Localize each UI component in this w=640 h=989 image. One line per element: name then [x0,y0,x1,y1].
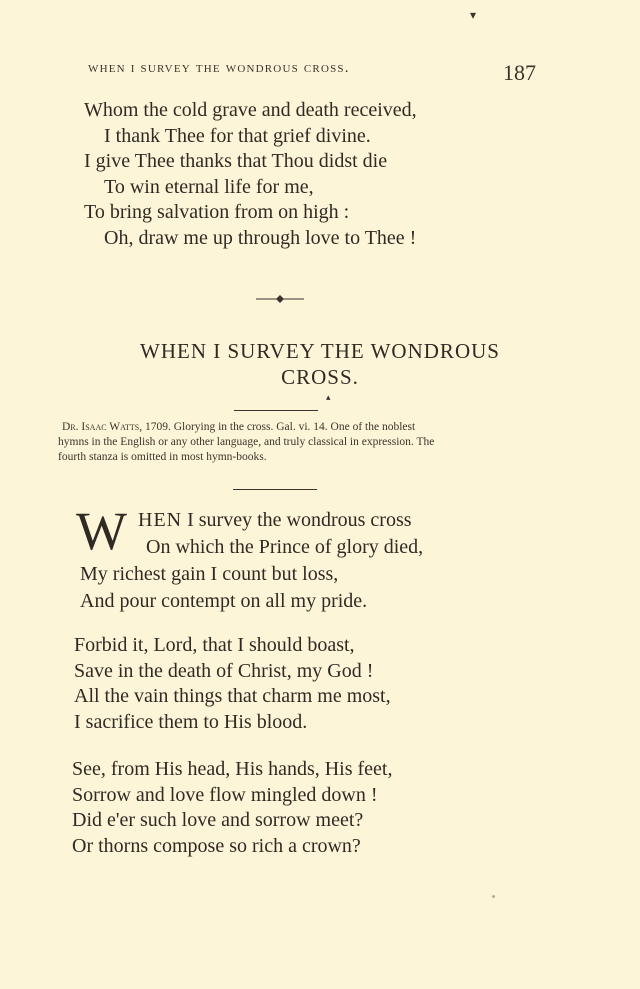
verse-line: I give Thee thanks that Thou didst die [84,150,388,172]
title-rule [234,410,318,411]
verse-line: Whom the cold grave and death received, [84,99,417,121]
verse-line: On which the Prince of glory died, [146,536,424,558]
verse-line: Sorrow and love flow mingled down ! [72,783,378,806]
note-author: Dr. Isaac Watts [62,421,140,433]
verse-line: Or thorns compose so rich a crown? [72,834,361,857]
verse-line: Did e'er such love and sorrow meet? [72,809,364,831]
verse-line: My richest gain I count but loss, [80,563,339,585]
previous-hymn-stanza [84,98,417,251]
note-text: , 1709. Glorying in the cross. Gal. vi. 14. One of the noblest [139,421,416,433]
verse-line: Forbid it, Lord, that I should boast, [74,634,355,656]
verse-line: I thank Thee for that grief divine. [104,124,371,147]
note-rule [233,489,317,490]
hymn-note [58,420,528,465]
verse-line: I sacrifice them to His blood. [74,710,308,733]
note-text: hymns in the English or any other language, and truly classical in expression. The [58,436,435,448]
verse-line: Save in the death of Christ, my God ! [74,659,374,682]
print-mark: ▴ [326,392,331,402]
running-head: when i survey the wondrous cross. [88,60,350,76]
note-text: fourth stanza is omitted in most hymn-books. [58,451,267,463]
hymn-title [40,338,600,390]
verse-line: To win eternal life for me, [104,175,314,198]
section-ornament [256,291,304,307]
print-mark: ▾ [470,8,477,22]
hymn-stanza-3 [72,757,393,859]
paper-speck [492,895,495,898]
verse-line: See, from His head, His hands, His feet, [72,758,393,780]
verse-line: To bring salvation from on high : [84,201,350,223]
verse-line: HEN I survey the wondrous cross [138,509,412,531]
hymn-stanza-2 [74,633,391,735]
verse-line: And pour contempt on all my pride. [80,590,368,612]
hymn-title-line: CROSS. [281,365,359,389]
verse-line: All the vain things that charm me most, [74,685,391,707]
page-number: 187 [503,60,536,85]
hymn-title-line: WHEN I SURVEY THE WONDROUS [140,339,500,363]
drop-cap: W [76,501,127,561]
verse-line: Oh, draw me up through love to Thee ! [104,226,417,249]
